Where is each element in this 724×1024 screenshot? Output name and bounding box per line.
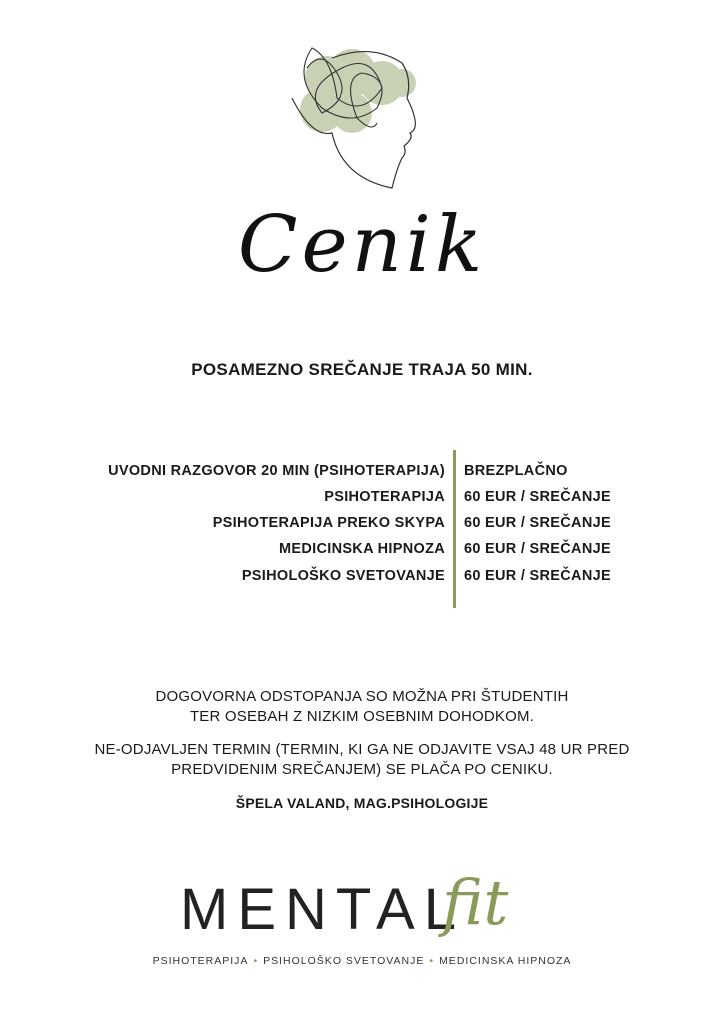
author: ŠPELA VALAND, MAG.PSIHOLOGIJE xyxy=(235,795,489,811)
session-duration: POSAMEZNO SREČANJE TRAJA 50 MIN. xyxy=(191,360,533,379)
service-price: 60 EUR / SREČANJE xyxy=(464,515,611,531)
price-row xyxy=(0,463,724,489)
mentalfit-logo xyxy=(180,866,560,942)
logo-main: MENTAL xyxy=(180,877,465,942)
price-row xyxy=(0,541,724,567)
tagline-item: MEDICINSKA HIPNOZA xyxy=(439,955,572,967)
price-row xyxy=(0,489,724,515)
tagline-item: PSIHOLOŠKO SVETOVANJE xyxy=(263,955,425,967)
note-line: PREDVIDENIM SREČANJEM) SE PLAČA PO CENIKU. xyxy=(171,761,553,778)
bullet-icon: • xyxy=(253,955,259,967)
bullet-icon: • xyxy=(429,955,435,967)
discount-note xyxy=(0,687,724,727)
logo-tagline xyxy=(0,955,724,967)
head-illustration xyxy=(282,38,442,208)
service-price: BREZPLAČNO xyxy=(464,463,568,479)
note-line: NE-ODJAVLJEN TERMIN (TERMIN, KI GA NE ODJAVITE VSAJ 48 UR PRED xyxy=(94,741,630,758)
service-name: MEDICINSKA HIPNOZA xyxy=(279,541,445,557)
service-price: 60 EUR / SREČANJE xyxy=(464,489,611,505)
service-name: PSIHOLOŠKO SVETOVANJE xyxy=(241,568,445,584)
service-price: 60 EUR / SREČANJE xyxy=(464,568,611,584)
note-line: TER OSEBAH Z NIZKIM OSEBNIM DOHODKOM. xyxy=(189,708,535,725)
logo-accent: fit xyxy=(442,866,509,939)
service-name: UVODNI RAZGOVOR 20 MIN (PSIHOTERAPIJA) xyxy=(108,463,445,479)
service-name: PSIHOTERAPIJA xyxy=(324,489,445,505)
tagline-item: PSIHOTERAPIJA xyxy=(152,955,249,967)
service-name: PSIHOTERAPIJA PREKO SKYPA xyxy=(212,515,445,531)
service-price: 60 EUR / SREČANJE xyxy=(464,541,611,557)
note-line: DOGOVORNA ODSTOPANJA SO MOŽNA PRI ŠTUDENTIH xyxy=(155,688,569,705)
cancellation-note xyxy=(0,740,724,780)
price-row xyxy=(0,568,724,594)
page-title: Cenik xyxy=(237,200,487,290)
price-row xyxy=(0,515,724,541)
